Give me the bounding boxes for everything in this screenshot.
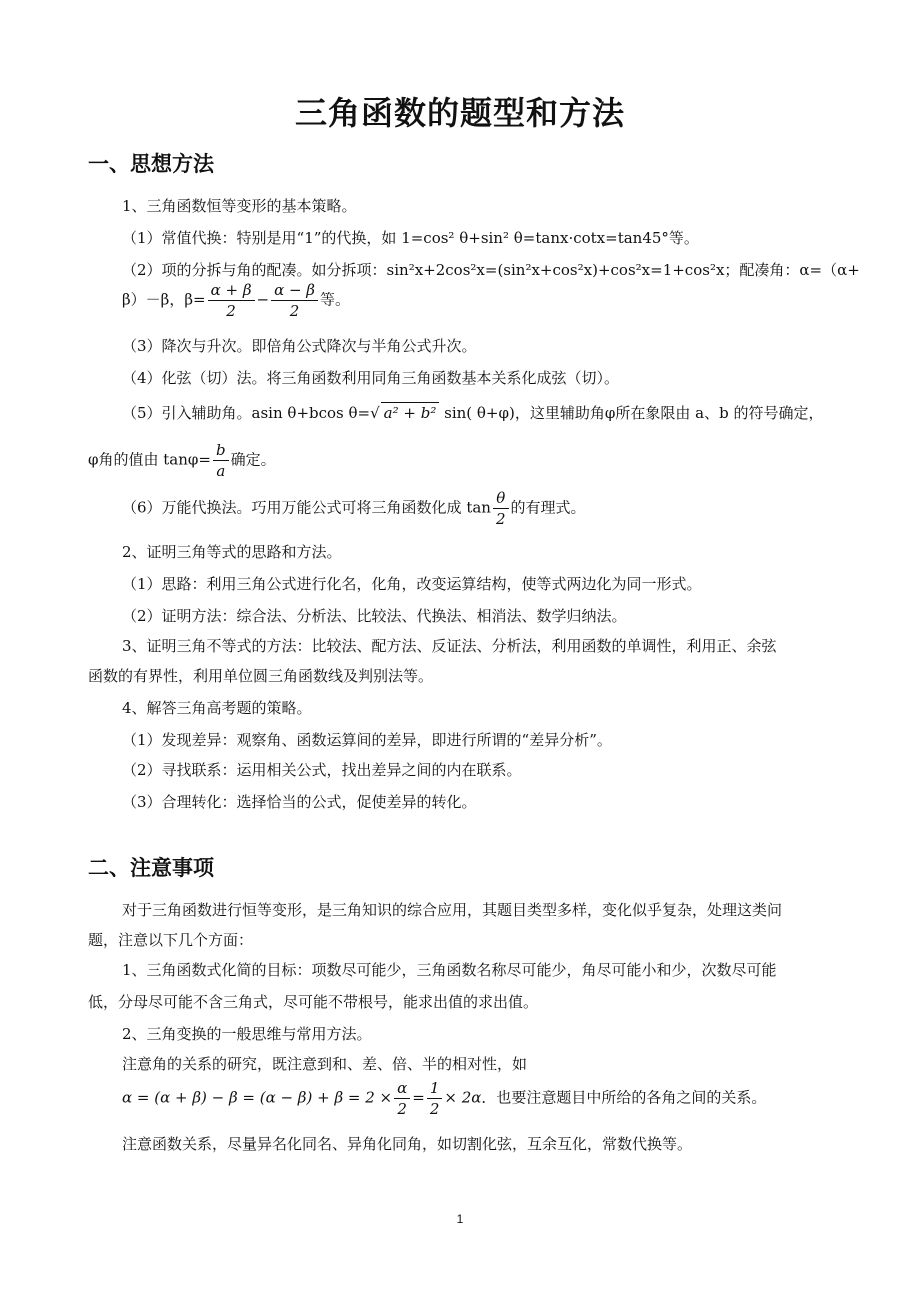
fraction-numerator: α + β — [208, 280, 255, 301]
fraction-denominator: a — [216, 462, 226, 480]
equation-pre: α = (α + β) − β = (α − β) + β = 2 × — [122, 1088, 393, 1107]
item-2-2: （2）证明方法：综合法、分析法、比较法、代换法、相消法、数学归纳法。 — [122, 607, 627, 625]
sqrt-radicand: a² + b² — [381, 402, 440, 423]
strategy-4: （4）化弦（切）法。将三角函数利用同角三角函数基本关系化成弦（切）。 — [122, 369, 620, 387]
notes-point-1-line2: 低，分母尽可能不含三角式，尽可能不带根号，能求出值的求出值。 — [88, 993, 539, 1011]
strategy-2-pre: β）－β，β= — [122, 290, 206, 309]
strategy-2-line1: （2）项的分拆与角的配凑。如分拆项：sin²x+2cos²x=(sin²x+cos²x)+cos²x=1+cos²x；配凑角：α=（α+ — [122, 261, 860, 279]
notes-function-relation: 注意函数关系，尽量异名化同名、异角化同角，如切割化弦，互余互化，常数代换等。 — [122, 1135, 693, 1153]
section-heading-methods: 一、思想方法 — [88, 151, 214, 176]
item-3-line1: 3、证明三角不等式的方法：比较法、配方法、反证法、分析法，利用函数的单调性，利用正、余弦 — [122, 637, 777, 655]
notes-point-2: 2、三角变换的一般思维与常用方法。 — [122, 1025, 372, 1043]
strategy-5b-pre: φ角的值由 tanφ= — [88, 450, 211, 469]
fraction-denominator: 2 — [495, 510, 506, 528]
fraction-b-over-a — [213, 440, 229, 481]
fraction-alpha-over-2 — [394, 1078, 410, 1119]
fraction-numerator: b — [213, 440, 229, 461]
strategy-3: （3）降次与升次。即倍角公式降次与半角公式升次。 — [122, 337, 477, 355]
fraction-numerator: θ — [493, 488, 509, 509]
item-4-2: （2）寻找联系：运用相关公式，找出差异之间的内在联系。 — [122, 761, 522, 779]
strategy-6-post: 的有理式。 — [510, 498, 586, 517]
fraction-theta-over-2 — [493, 488, 509, 529]
strategy-2-line2 — [122, 280, 350, 321]
strategy-2-post: 等。 — [319, 290, 350, 309]
minus-sign: − — [256, 290, 270, 309]
fraction-alpha-plus-beta — [208, 280, 255, 321]
fraction-numerator: α — [394, 1078, 410, 1099]
strategy-5b-post: 确定。 — [230, 450, 276, 469]
sqrt-sign: √ — [370, 404, 380, 422]
item-4: 4、解答三角高考题的策略。 — [122, 699, 312, 717]
equation-post: × 2α — [444, 1088, 482, 1107]
item-4-3: （3）合理转化：选择恰当的公式，促使差异的转化。 — [122, 793, 477, 811]
strategy-5-pre: （5）引入辅助角。asin θ+bcos θ= — [122, 404, 371, 422]
item-1: 1、三角函数恒等变形的基本策略。 — [122, 197, 357, 215]
notes-point-1-line1: 1、三角函数式化简的目标：项数尽可能少，三角函数名称尽可能少，角尽可能小和少，次数尽可能 — [122, 961, 777, 979]
item-4-1: （1）发现差异：观察角、函数运算间的差异，即进行所谓的“差异分析”。 — [122, 731, 612, 749]
equation-text: ．也要注意题目中所给的各角之间的关系。 — [481, 1088, 767, 1107]
notes-equation — [122, 1078, 766, 1119]
fraction-numerator: α − β — [271, 280, 318, 301]
item-2: 2、证明三角等式的思路和方法。 — [122, 543, 342, 561]
equals-sign: = — [412, 1088, 425, 1107]
strategy-6-pre: （6）万能代换法。巧用万能公式可将三角函数化成 tan — [122, 498, 491, 517]
fraction-denominator: 2 — [397, 1100, 407, 1118]
fraction-alpha-minus-beta — [271, 280, 318, 321]
notes-angle-relation: 注意角的关系的研究，既注意到和、差、倍、半的相对性，如 — [122, 1055, 528, 1073]
notes-intro-line2: 题，注意以下几个方面： — [88, 931, 254, 949]
strategy-1: （1）常值代换：特别是用“1”的代换，如 1=cos² θ+sin² θ=tanx·cotx=tan45°等。 — [122, 229, 699, 247]
notes-intro-line1: 对于三角函数进行恒等变形，是三角知识的综合应用，其题目类型多样，变化似乎复杂，处理这类问 — [122, 901, 783, 919]
strategy-6 — [122, 488, 586, 529]
strategy-5-line2 — [88, 440, 276, 481]
section-heading-notes: 二、注意事项 — [88, 855, 214, 880]
fraction-denominator: 2 — [226, 302, 236, 320]
item-2-1: （1）思路：利用三角公式进行化名，化角，改变运算结构，使等式两边化为同一形式。 — [122, 575, 702, 593]
fraction-numerator: 1 — [427, 1078, 443, 1099]
strategy-5-line1 — [122, 402, 823, 423]
page-title: 三角函数的题型和方法 — [294, 94, 625, 132]
item-3-line2: 函数的有界性，利用单位圆三角函数线及判别法等。 — [88, 667, 434, 685]
fraction-one-half — [427, 1078, 443, 1119]
page-number: 1 — [456, 1212, 464, 1226]
fraction-denominator: 2 — [429, 1100, 440, 1118]
strategy-5-post: sin( θ+φ)，这里辅助角φ所在象限由 a、b 的符号确定， — [439, 404, 824, 422]
fraction-denominator: 2 — [289, 302, 300, 320]
